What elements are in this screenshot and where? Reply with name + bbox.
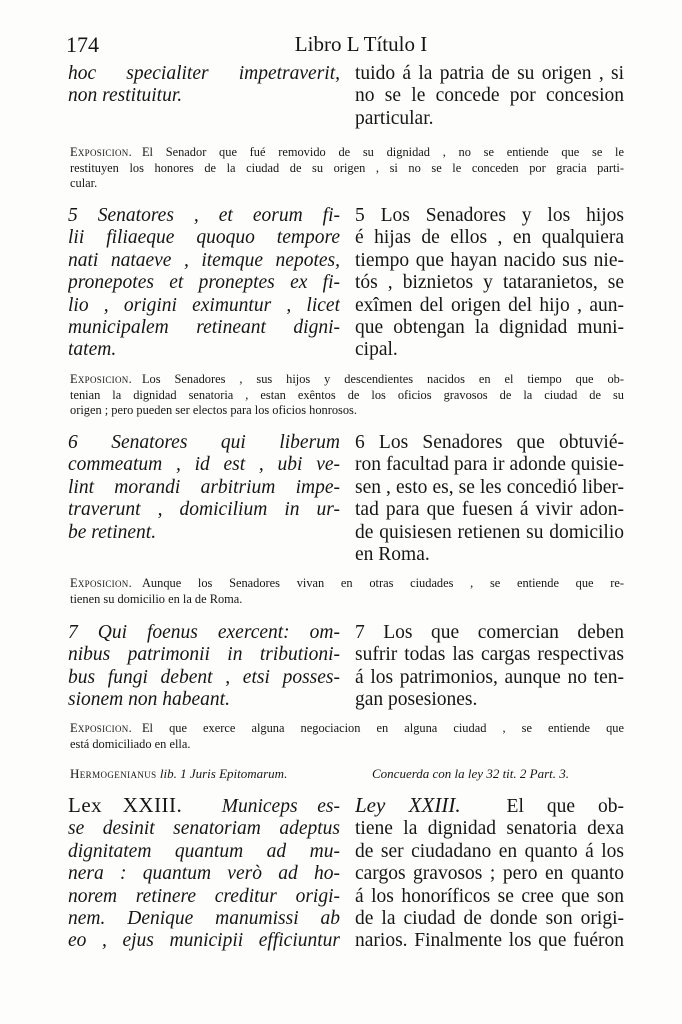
spanish-line: tuido á la patria de su origen , si (355, 63, 624, 84)
lex-heading: Lex XXIII. (68, 794, 183, 817)
spanish-line: gan posesiones. (355, 689, 478, 711)
spanish-line: cargos gravosos ; pero en quanto (355, 863, 624, 885)
latin-line: lio , origini eximuntur , licet (68, 294, 340, 316)
latin-line: 5 Senatores , et eorum fi- (68, 205, 340, 226)
exposicion-label: Exposicion. (70, 372, 132, 386)
latin-line: nera : quantum verò ad ho- (68, 863, 340, 885)
latin-line: bus fungi debent , etsi posses- (68, 666, 340, 688)
source-author: Hermogenianus (70, 766, 157, 781)
latin-line: traverunt , domicilium in ur- (68, 499, 340, 521)
spanish-line: sufrir todas las cargas respectivas (355, 644, 624, 666)
exposicion-text: tenian la dignidad senatoria , estan exêntos de los oficios gravosos de la ciudad de su (70, 387, 624, 402)
exposicion-text: El Senador que fué removido de su dignidad , no se entiende que se le (141, 145, 624, 159)
latin-line: sionem non habeant. (68, 689, 230, 711)
exposicion-note (70, 372, 624, 419)
spanish-line: cipal. (355, 339, 398, 361)
spanish-column (355, 432, 624, 566)
page-header (66, 32, 626, 62)
spanish-line: á los honoríficos se cree que son (355, 885, 624, 907)
latin-column (68, 622, 340, 712)
exposicion-text: Los Senadores , sus hijos y descendientes nacidos en el tiempo que ob- (141, 372, 624, 386)
exposicion-text: tienen su domicilio en la de Roma. (70, 591, 243, 606)
page-number: 174 (66, 32, 99, 57)
spanish-line: narios. Finalmente los que fuéron (355, 930, 624, 952)
spanish-line: particular. (355, 107, 434, 129)
latin-line: commeatum , id est , ubi ve- (68, 454, 340, 476)
exposicion-note (70, 145, 624, 192)
latin-line: municipalem retineant digni- (68, 317, 340, 339)
latin-line: be retinent. (68, 521, 157, 543)
latin-line: Municeps es- (221, 796, 340, 817)
spanish-line: de quisiesen retienen su domicilio (355, 521, 624, 543)
latin-line: pronepotes et proneptes ex fi- (68, 272, 340, 294)
latin-line: norem retinere creditur origi- (68, 885, 340, 907)
spanish-line: de ser ciudadano en quanto á los (355, 840, 624, 862)
source-concordance: Concuerda con la ley 32 tit. 2 Part. 3. (372, 766, 570, 781)
latin-column (68, 205, 340, 362)
spanish-line: é hijas de ellos , en qualquiera (355, 227, 624, 249)
spanish-column (355, 205, 624, 362)
spanish-line: tós , biznietos y tataranietos, se (355, 272, 624, 294)
exposicion-text: restituyen los honores de la ciudad de su origen , si no se le conceden por gracia parti- (70, 160, 624, 175)
latin-line: nibus patrimonii in tributioni- (68, 644, 340, 666)
latin-line: lii filiaeque quoquo tempore (68, 227, 340, 249)
spanish-column (355, 622, 624, 712)
spanish-line: ron facultad para ir adonde quisie- (355, 454, 624, 476)
spanish-line: tiempo que hayan nacido sus nie- (355, 249, 624, 271)
latin-line: nem. Denique manumissi ab (68, 908, 340, 930)
source-work: lib. 1 Juris Epitomarum. (159, 766, 288, 781)
spanish-line: á los patrimonios, aunque no ten- (355, 666, 624, 688)
spanish-line: de la ciudad de donde son origi- (355, 908, 624, 930)
latin-column (68, 794, 340, 953)
latin-line: eo , ejus municipii efficiuntur (68, 930, 340, 952)
latin-line: hoc specialiter impetraverit, (68, 63, 340, 84)
latin-column (68, 432, 340, 544)
spanish-line: no se le concede por concesion (355, 85, 624, 107)
spanish-line: que obtengan la dignidad muni- (355, 317, 624, 339)
running-title: Libro L Título I (294, 32, 428, 56)
exposicion-note (70, 721, 624, 752)
spanish-line: en Roma. (355, 544, 430, 566)
latin-line: non restituitur. (68, 85, 183, 107)
exposicion-text: origen ; pero pueden ser electos para los oficios honrosos. (70, 403, 357, 418)
spanish-line: 5 Los Senadores y los hijos (355, 205, 624, 226)
exposicion-text: El que exerce alguna negociacion en alguna ciudad , se entiende que (141, 721, 624, 735)
exposicion-label: Exposicion. (70, 576, 132, 590)
spanish-line: El que ob- (506, 796, 624, 817)
exposicion-text: Aunque los Senadores vivan en otras ciudades , se entiende que re- (141, 576, 624, 590)
latin-line: 7 Qui foenus exercent: om- (68, 622, 340, 643)
latin-line: tatem. (68, 339, 117, 361)
exposicion-text: está domiciliado en ella. (70, 736, 191, 751)
latin-line: dignitatem quantum ad mu- (68, 840, 340, 862)
spanish-line: 6 Los Senadores que obtuvié- (355, 432, 624, 453)
spanish-column (355, 63, 624, 130)
spanish-line: exîmen del origen del hijo , aun- (355, 294, 624, 316)
latin-column (68, 63, 340, 108)
spanish-column (355, 794, 624, 953)
spanish-line: 7 Los que comercian deben (355, 622, 624, 643)
exposicion-text: cular. (70, 176, 98, 191)
exposicion-label: Exposicion. (70, 721, 132, 735)
spanish-line: sen , esto es, se les concedió liber- (355, 476, 624, 498)
exposicion-label: Exposicion. (70, 145, 132, 159)
spanish-line: tiene la dignidad senatoria dexa (355, 818, 624, 840)
latin-line: se desinit senatoriam adeptus (68, 818, 340, 840)
ley-heading: Ley XXIII. (355, 794, 461, 817)
source-citation-latin (70, 766, 287, 782)
spanish-line: tad para que fuesen á vivir adon- (355, 499, 624, 521)
latin-line: nati nataeve , itemque nepotes, (68, 249, 340, 271)
latin-line: lint morandi arbitrium impe- (68, 476, 340, 498)
latin-line: 6 Senatores qui liberum (68, 432, 340, 453)
exposicion-note (70, 576, 624, 607)
